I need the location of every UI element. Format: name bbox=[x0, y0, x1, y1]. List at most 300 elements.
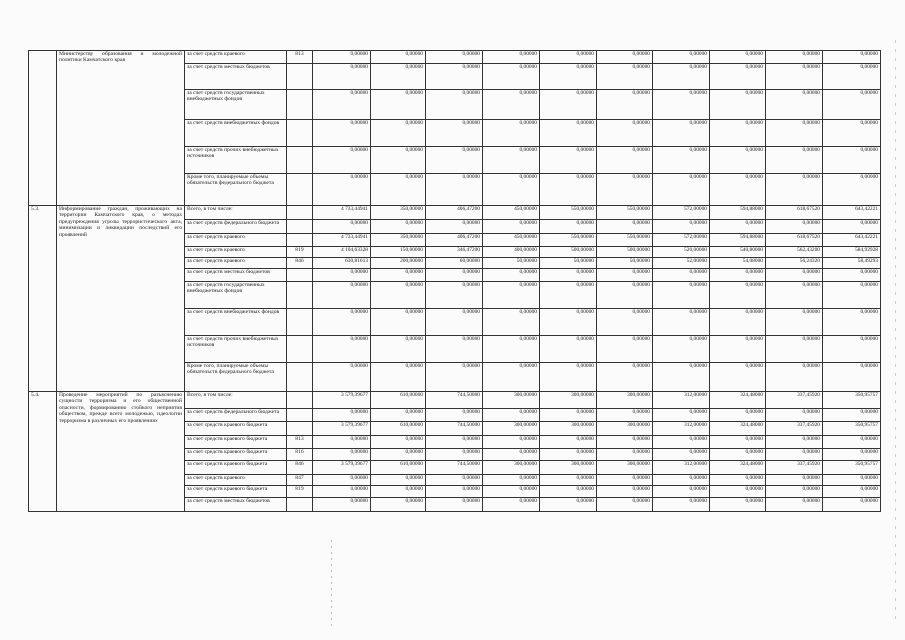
amount-cell: 0,00000 bbox=[823, 147, 881, 174]
amount-cell: 0,00000 bbox=[766, 147, 823, 174]
amount-cell: 0,00000 bbox=[823, 475, 881, 486]
amount-cell: 0,00000 bbox=[653, 449, 710, 461]
admin-code: 819 bbox=[287, 247, 313, 258]
amount-cell: 0,00000 bbox=[597, 475, 653, 486]
measure-name: Проведение мероприятий по разъяснению сущности терроризма и его общественной опасности, формированию стойкого неприятия обществом, прежде всего молодежью, идеологии терроризма в различных его проявлениях bbox=[57, 392, 185, 512]
amount-cell: 0,00000 bbox=[426, 120, 483, 147]
admin-code bbox=[287, 336, 313, 363]
amount-cell: 550,00000 bbox=[597, 234, 653, 247]
amount-cell: 0,00000 bbox=[483, 336, 540, 363]
amount-cell: 0,00000 bbox=[540, 486, 597, 498]
amount-cell: 0,00000 bbox=[483, 51, 540, 64]
amount-cell: 0,00000 bbox=[313, 282, 371, 309]
amount-cell: 0,00000 bbox=[313, 269, 371, 282]
amount-cell: 562,43200 bbox=[766, 247, 823, 258]
amount-cell: 0,00000 bbox=[371, 220, 426, 234]
amount-cell: 0,00000 bbox=[597, 363, 653, 392]
amount-cell: 0,00000 bbox=[426, 64, 483, 90]
amount-cell: 0,00000 bbox=[823, 174, 881, 206]
amount-cell: 0,00000 bbox=[483, 498, 540, 512]
amount-cell: 0,00000 bbox=[597, 436, 653, 449]
admin-code: 813 bbox=[287, 436, 313, 449]
amount-cell: 406,47200 bbox=[426, 206, 483, 220]
amount-cell: 0,00000 bbox=[313, 120, 371, 147]
amount-cell: 0,00000 bbox=[766, 174, 823, 206]
amount-cell: 150,00000 bbox=[371, 247, 426, 258]
amount-cell: 0,00000 bbox=[710, 475, 766, 486]
funding-source: за счет средств внебюджетных фондов bbox=[185, 120, 287, 147]
amount-cell: 0,00000 bbox=[597, 174, 653, 206]
amount-cell: 0,00000 bbox=[483, 282, 540, 309]
amount-cell: 0,00000 bbox=[597, 409, 653, 422]
amount-cell: 0,00000 bbox=[426, 174, 483, 206]
amount-cell: 618,67520 bbox=[766, 206, 823, 220]
admin-code bbox=[287, 392, 313, 409]
amount-cell: 300,00000 bbox=[597, 392, 653, 409]
amount-cell: 0,00000 bbox=[823, 498, 881, 512]
amount-cell: 0,00000 bbox=[426, 363, 483, 392]
amount-cell: 0,00000 bbox=[483, 90, 540, 120]
funding-source: Кроме того, планируемые объемы обязательств федерального бюджета bbox=[185, 174, 287, 206]
amount-cell: 0,00000 bbox=[540, 475, 597, 486]
amount-cell: 0,00000 bbox=[483, 436, 540, 449]
amount-cell: 0,00000 bbox=[653, 475, 710, 486]
amount-cell: 50,00000 bbox=[483, 258, 540, 269]
amount-cell: 0,00000 bbox=[371, 120, 426, 147]
amount-cell: 0,00000 bbox=[371, 51, 426, 64]
amount-cell: 0,00000 bbox=[710, 220, 766, 234]
amount-cell: 0,00000 bbox=[426, 449, 483, 461]
amount-cell: 0,00000 bbox=[540, 436, 597, 449]
amount-cell: 744,50000 bbox=[426, 392, 483, 409]
amount-cell: 0,00000 bbox=[426, 436, 483, 449]
amount-cell: 0,00000 bbox=[371, 64, 426, 90]
amount-cell: 0,00000 bbox=[597, 498, 653, 512]
amount-cell: 300,00000 bbox=[483, 422, 540, 436]
funding-source: за счет средств краевого бюджета bbox=[185, 449, 287, 461]
amount-cell: 0,00000 bbox=[540, 64, 597, 90]
amount-cell: 0,00000 bbox=[483, 147, 540, 174]
amount-cell: 0,00000 bbox=[540, 220, 597, 234]
funding-source: за счет средств краевого bbox=[185, 51, 287, 64]
admin-code: 846 bbox=[287, 258, 313, 269]
amount-cell: 0,00000 bbox=[313, 174, 371, 206]
amount-cell: 594,88000 bbox=[710, 234, 766, 247]
admin-code bbox=[287, 206, 313, 220]
amount-cell: 0,00000 bbox=[766, 498, 823, 512]
amount-cell: 0,00000 bbox=[371, 147, 426, 174]
amount-cell: 0,00000 bbox=[597, 336, 653, 363]
amount-cell: 0,00000 bbox=[371, 363, 426, 392]
amount-cell: 0,00000 bbox=[483, 449, 540, 461]
amount-cell: 0,00000 bbox=[540, 498, 597, 512]
amount-cell: 500,00000 bbox=[597, 247, 653, 258]
amount-cell: 572,00000 bbox=[653, 234, 710, 247]
amount-cell: 0,00000 bbox=[597, 486, 653, 498]
amount-cell: 3 579,39677 bbox=[313, 422, 371, 436]
amount-cell: 4 733,44941 bbox=[313, 234, 371, 247]
amount-cell: 744,50000 bbox=[426, 422, 483, 436]
amount-cell: 610,00000 bbox=[371, 422, 426, 436]
amount-cell: 0,00000 bbox=[710, 449, 766, 461]
funding-source: за счет средств краевого bbox=[185, 258, 287, 269]
amount-cell: 0,00000 bbox=[710, 282, 766, 309]
amount-cell: 643,42221 bbox=[823, 206, 881, 220]
admin-code: 819 bbox=[287, 486, 313, 498]
amount-cell: 300,00000 bbox=[597, 422, 653, 436]
admin-code bbox=[287, 409, 313, 422]
amount-cell: 0,00000 bbox=[540, 147, 597, 174]
amount-cell: 0,00000 bbox=[426, 498, 483, 512]
amount-cell: 0,00000 bbox=[371, 486, 426, 498]
amount-cell: 0,00000 bbox=[540, 282, 597, 309]
amount-cell: 0,00000 bbox=[426, 336, 483, 363]
amount-cell: 337,45920 bbox=[766, 392, 823, 409]
amount-cell: 0,00000 bbox=[766, 486, 823, 498]
amount-cell: 0,00000 bbox=[313, 475, 371, 486]
amount-cell: 0,00000 bbox=[313, 90, 371, 120]
funding-source: за счет средств краевого бюджета bbox=[185, 486, 287, 498]
funding-source: Кроме того, планируемые объемы обязательств федерального бюджета bbox=[185, 363, 287, 392]
amount-cell: 0,00000 bbox=[710, 498, 766, 512]
admin-code bbox=[287, 498, 313, 512]
amount-cell: 4 733,44941 bbox=[313, 206, 371, 220]
funding-source: Всего, в том числе: bbox=[185, 392, 287, 409]
amount-cell: 520,00000 bbox=[653, 247, 710, 258]
amount-cell: 0,00000 bbox=[483, 220, 540, 234]
amount-cell: 0,00000 bbox=[313, 436, 371, 449]
admin-code bbox=[287, 120, 313, 147]
admin-code: 846 bbox=[287, 461, 313, 475]
amount-cell: 0,00000 bbox=[766, 436, 823, 449]
amount-cell: 0,00000 bbox=[371, 449, 426, 461]
amount-cell: 0,00000 bbox=[823, 363, 881, 392]
funding-source: за счет средств краевого бюджета bbox=[185, 461, 287, 475]
table-row bbox=[29, 392, 881, 409]
admin-code bbox=[287, 234, 313, 247]
amount-cell: 0,00000 bbox=[597, 90, 653, 120]
amount-cell: 0,00000 bbox=[653, 436, 710, 449]
funding-source: за счет средств краевого bbox=[185, 247, 287, 258]
amount-cell: 0,00000 bbox=[313, 64, 371, 90]
amount-cell: 0,00000 bbox=[313, 498, 371, 512]
amount-cell: 300,00000 bbox=[483, 461, 540, 475]
funding-source: за счет средств краевого бюджета bbox=[185, 436, 287, 449]
amount-cell: 300,00000 bbox=[540, 422, 597, 436]
amount-cell: 0,00000 bbox=[597, 309, 653, 336]
amount-cell: 0,00000 bbox=[653, 147, 710, 174]
amount-cell: 0,00000 bbox=[371, 336, 426, 363]
amount-cell: 60,00000 bbox=[426, 258, 483, 269]
amount-cell: 0,00000 bbox=[766, 90, 823, 120]
amount-cell: 0,00000 bbox=[540, 336, 597, 363]
amount-cell: 337,45920 bbox=[766, 422, 823, 436]
amount-cell: 0,00000 bbox=[823, 409, 881, 422]
amount-cell: 0,00000 bbox=[483, 363, 540, 392]
amount-cell: 0,00000 bbox=[540, 309, 597, 336]
admin-code bbox=[287, 363, 313, 392]
amount-cell: 0,00000 bbox=[540, 174, 597, 206]
row-index: 5.3. bbox=[29, 206, 57, 392]
table-row bbox=[29, 206, 881, 220]
amount-cell: 0,00000 bbox=[597, 449, 653, 461]
amount-cell: 346,47200 bbox=[426, 247, 483, 258]
amount-cell: 0,00000 bbox=[426, 147, 483, 174]
admin-code: 816 bbox=[287, 449, 313, 461]
amount-cell: 0,00000 bbox=[710, 120, 766, 147]
amount-cell: 643,42221 bbox=[823, 234, 881, 247]
measure-name: Министерству образования и молодежной политики Камчатского края bbox=[57, 51, 185, 206]
amount-cell: 0,00000 bbox=[371, 409, 426, 422]
amount-cell: 4 104,63328 bbox=[313, 247, 371, 258]
amount-cell: 0,00000 bbox=[540, 409, 597, 422]
funding-source: за счет средств государственных внебюджетных фондов bbox=[185, 90, 287, 120]
amount-cell: 0,00000 bbox=[766, 220, 823, 234]
measure-name: Информирование граждан, проживающих на территории Камчатского края, о методах предупреждения угрозы террористического акта, минимизации и ликвидации последствий его проявлений bbox=[57, 206, 185, 392]
amount-cell: 0,00000 bbox=[313, 363, 371, 392]
amount-cell: 0,00000 bbox=[710, 486, 766, 498]
amount-cell: 300,00000 bbox=[540, 392, 597, 409]
amount-cell: 0,00000 bbox=[426, 51, 483, 64]
amount-cell: 0,00000 bbox=[483, 269, 540, 282]
amount-cell: 0,00000 bbox=[823, 220, 881, 234]
amount-cell: 0,00000 bbox=[597, 269, 653, 282]
amount-cell: 3 579,39677 bbox=[313, 392, 371, 409]
amount-cell: 324,48000 bbox=[710, 461, 766, 475]
admin-code: 847 bbox=[287, 475, 313, 486]
amount-cell: 0,00000 bbox=[483, 174, 540, 206]
amount-cell: 0,00000 bbox=[313, 147, 371, 174]
funding-source: за счет средств прочих внебюджетных источников bbox=[185, 336, 287, 363]
scan-artifact-line bbox=[331, 540, 332, 630]
amount-cell: 0,00000 bbox=[710, 269, 766, 282]
amount-cell: 0,00000 bbox=[710, 90, 766, 120]
amount-cell: 0,00000 bbox=[597, 147, 653, 174]
amount-cell: 0,00000 bbox=[653, 64, 710, 90]
admin-code: 813 bbox=[287, 51, 313, 64]
amount-cell: 300,00000 bbox=[483, 392, 540, 409]
amount-cell: 56,24320 bbox=[766, 258, 823, 269]
funding-source: за счет средств краевого bbox=[185, 234, 287, 247]
amount-cell: 0,00000 bbox=[823, 282, 881, 309]
amount-cell: 0,00000 bbox=[653, 486, 710, 498]
amount-cell: 0,00000 bbox=[653, 269, 710, 282]
amount-cell: 350,95757 bbox=[823, 461, 881, 475]
amount-cell: 0,00000 bbox=[540, 51, 597, 64]
amount-cell: 0,00000 bbox=[710, 174, 766, 206]
amount-cell: 350,95757 bbox=[823, 422, 881, 436]
amount-cell: 0,00000 bbox=[313, 486, 371, 498]
amount-cell: 0,00000 bbox=[371, 174, 426, 206]
amount-cell: 550,00000 bbox=[540, 206, 597, 220]
amount-cell: 0,00000 bbox=[766, 64, 823, 90]
funding-source: за счет средств государственных внебюджетных фондов bbox=[185, 282, 287, 309]
funding-source: Всего, в том числе: bbox=[185, 206, 287, 220]
amount-cell: 400,00000 bbox=[483, 247, 540, 258]
amount-cell: 350,00000 bbox=[371, 234, 426, 247]
amount-cell: 584,92928 bbox=[823, 247, 881, 258]
amount-cell: 0,00000 bbox=[371, 309, 426, 336]
amount-cell: 0,00000 bbox=[710, 64, 766, 90]
amount-cell: 0,00000 bbox=[371, 475, 426, 486]
amount-cell: 0,00000 bbox=[766, 409, 823, 422]
amount-cell: 0,00000 bbox=[710, 409, 766, 422]
amount-cell: 3 579,39677 bbox=[313, 461, 371, 475]
amount-cell: 0,00000 bbox=[313, 220, 371, 234]
amount-cell: 324,48000 bbox=[710, 392, 766, 409]
amount-cell: 312,00000 bbox=[653, 461, 710, 475]
amount-cell: 0,00000 bbox=[710, 363, 766, 392]
amount-cell: 500,00000 bbox=[540, 247, 597, 258]
amount-cell: 0,00000 bbox=[653, 498, 710, 512]
funding-source: за счет средств местных бюджетов bbox=[185, 498, 287, 512]
amount-cell: 0,00000 bbox=[483, 486, 540, 498]
amount-cell: 450,00000 bbox=[483, 234, 540, 247]
amount-cell: 0,00000 bbox=[823, 120, 881, 147]
amount-cell: 0,00000 bbox=[597, 64, 653, 90]
amount-cell: 0,00000 bbox=[823, 269, 881, 282]
amount-cell: 0,00000 bbox=[653, 336, 710, 363]
amount-cell: 0,00000 bbox=[540, 363, 597, 392]
amount-cell: 50,00000 bbox=[540, 258, 597, 269]
amount-cell: 572,00000 bbox=[653, 206, 710, 220]
amount-cell: 0,00000 bbox=[766, 269, 823, 282]
admin-code bbox=[287, 90, 313, 120]
amount-cell: 0,00000 bbox=[823, 309, 881, 336]
amount-cell: 0,00000 bbox=[653, 51, 710, 64]
amount-cell: 0,00000 bbox=[766, 282, 823, 309]
amount-cell: 0,00000 bbox=[597, 51, 653, 64]
amount-cell: 0,00000 bbox=[823, 436, 881, 449]
amount-cell: 0,00000 bbox=[653, 309, 710, 336]
amount-cell: 337,45920 bbox=[766, 461, 823, 475]
amount-cell: 630,81613 bbox=[313, 258, 371, 269]
amount-cell: 0,00000 bbox=[426, 486, 483, 498]
amount-cell: 0,00000 bbox=[313, 449, 371, 461]
amount-cell: 0,00000 bbox=[313, 51, 371, 64]
amount-cell: 610,00000 bbox=[371, 392, 426, 409]
amount-cell: 0,00000 bbox=[483, 64, 540, 90]
amount-cell: 300,00000 bbox=[597, 461, 653, 475]
scan-artifact-line bbox=[895, 40, 896, 620]
amount-cell: 0,00000 bbox=[766, 309, 823, 336]
amount-cell: 58,49293 bbox=[823, 258, 881, 269]
table-row bbox=[29, 51, 881, 64]
amount-cell: 0,00000 bbox=[313, 336, 371, 363]
amount-cell: 0,00000 bbox=[426, 409, 483, 422]
admin-code bbox=[287, 309, 313, 336]
amount-cell: 0,00000 bbox=[483, 309, 540, 336]
amount-cell: 312,00000 bbox=[653, 422, 710, 436]
amount-cell: 52,00000 bbox=[653, 258, 710, 269]
amount-cell: 594,88000 bbox=[710, 206, 766, 220]
amount-cell: 0,00000 bbox=[653, 90, 710, 120]
amount-cell: 0,00000 bbox=[426, 90, 483, 120]
amount-cell: 0,00000 bbox=[371, 436, 426, 449]
amount-cell: 0,00000 bbox=[371, 282, 426, 309]
amount-cell: 312,00000 bbox=[653, 392, 710, 409]
amount-cell: 0,00000 bbox=[597, 220, 653, 234]
amount-cell: 0,00000 bbox=[653, 220, 710, 234]
row-index: 5.4. bbox=[29, 392, 57, 512]
amount-cell: 0,00000 bbox=[653, 363, 710, 392]
amount-cell: 0,00000 bbox=[426, 309, 483, 336]
amount-cell: 0,00000 bbox=[766, 475, 823, 486]
amount-cell: 200,00000 bbox=[371, 258, 426, 269]
amount-cell: 324,48000 bbox=[710, 422, 766, 436]
admin-code bbox=[287, 269, 313, 282]
amount-cell: 0,00000 bbox=[426, 282, 483, 309]
amount-cell: 0,00000 bbox=[483, 475, 540, 486]
amount-cell: 450,00000 bbox=[483, 206, 540, 220]
amount-cell: 0,00000 bbox=[710, 51, 766, 64]
admin-code bbox=[287, 147, 313, 174]
amount-cell: 54,08000 bbox=[710, 258, 766, 269]
funding-source: за счет средств федерального бюджета bbox=[185, 409, 287, 422]
amount-cell: 0,00000 bbox=[710, 309, 766, 336]
amount-cell: 0,00000 bbox=[710, 336, 766, 363]
amount-cell: 300,00000 bbox=[540, 461, 597, 475]
amount-cell: 0,00000 bbox=[597, 120, 653, 147]
amount-cell: 0,00000 bbox=[710, 147, 766, 174]
amount-cell: 0,00000 bbox=[710, 436, 766, 449]
admin-code bbox=[287, 64, 313, 90]
amount-cell: 744,50000 bbox=[426, 461, 483, 475]
admin-code bbox=[287, 220, 313, 234]
amount-cell: 0,00000 bbox=[371, 269, 426, 282]
amount-cell: 0,00000 bbox=[823, 90, 881, 120]
funding-source: за счет средств федерального бюджета bbox=[185, 220, 287, 234]
amount-cell: 0,00000 bbox=[766, 363, 823, 392]
amount-cell: 0,00000 bbox=[483, 409, 540, 422]
amount-cell: 550,00000 bbox=[540, 234, 597, 247]
amount-cell: 350,00000 bbox=[371, 206, 426, 220]
row-index bbox=[29, 51, 57, 206]
amount-cell: 618,67520 bbox=[766, 234, 823, 247]
amount-cell: 0,00000 bbox=[597, 282, 653, 309]
amount-cell: 350,95757 bbox=[823, 392, 881, 409]
amount-cell: 0,00000 bbox=[540, 269, 597, 282]
amount-cell: 0,00000 bbox=[426, 220, 483, 234]
funding-source: за счет средств внебюджетных фондов bbox=[185, 309, 287, 336]
amount-cell: 0,00000 bbox=[540, 90, 597, 120]
amount-cell: 610,00000 bbox=[371, 461, 426, 475]
amount-cell: 0,00000 bbox=[766, 51, 823, 64]
amount-cell: 0,00000 bbox=[823, 449, 881, 461]
funding-source: за счет средств прочих внебюджетных источников bbox=[185, 147, 287, 174]
budget-table bbox=[28, 50, 881, 512]
amount-cell: 0,00000 bbox=[313, 309, 371, 336]
amount-cell: 0,00000 bbox=[823, 336, 881, 363]
admin-code bbox=[287, 422, 313, 436]
amount-cell: 0,00000 bbox=[653, 409, 710, 422]
amount-cell: 0,00000 bbox=[653, 120, 710, 147]
amount-cell: 0,00000 bbox=[483, 120, 540, 147]
amount-cell: 0,00000 bbox=[653, 282, 710, 309]
amount-cell: 406,47200 bbox=[426, 234, 483, 247]
amount-cell: 0,00000 bbox=[653, 174, 710, 206]
amount-cell: 0,00000 bbox=[766, 449, 823, 461]
admin-code bbox=[287, 174, 313, 206]
amount-cell: 550,00000 bbox=[597, 206, 653, 220]
amount-cell: 0,00000 bbox=[426, 269, 483, 282]
amount-cell: 0,00000 bbox=[540, 120, 597, 147]
amount-cell: 0,00000 bbox=[371, 498, 426, 512]
funding-source: за счет средств краевого бюджета bbox=[185, 422, 287, 436]
amount-cell: 0,00000 bbox=[823, 51, 881, 64]
amount-cell: 0,00000 bbox=[766, 120, 823, 147]
amount-cell: 0,00000 bbox=[540, 449, 597, 461]
